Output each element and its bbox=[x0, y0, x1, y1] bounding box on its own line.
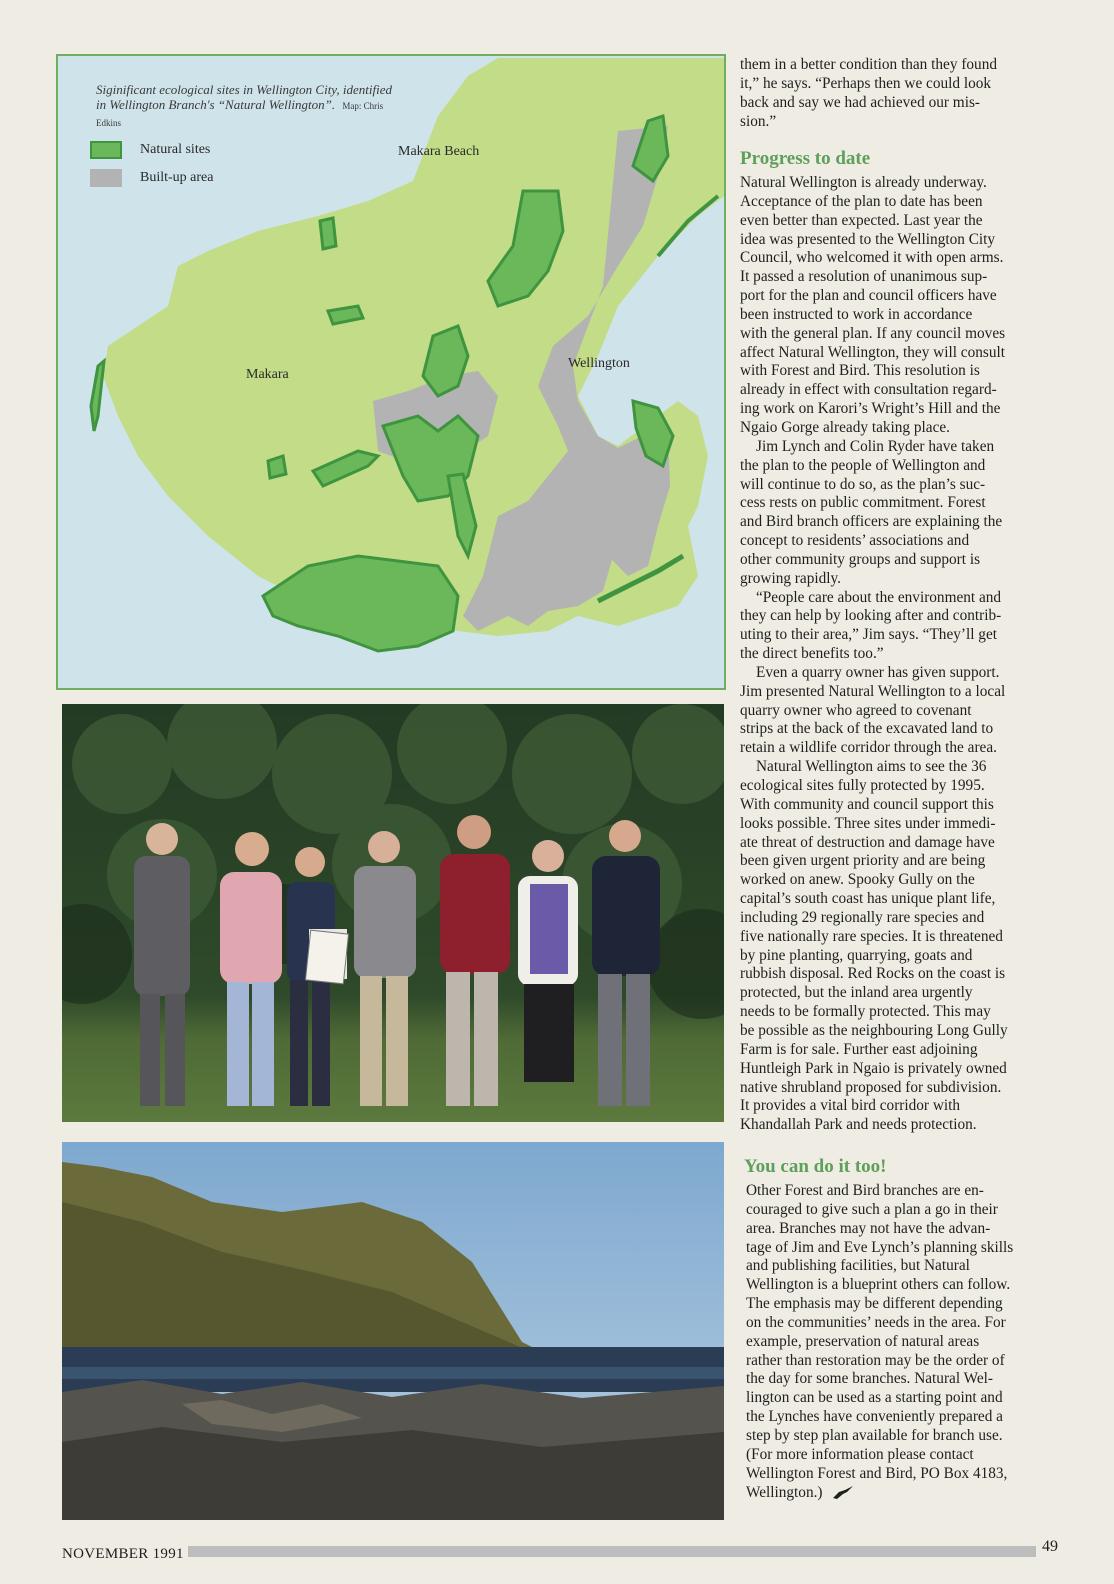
natural-swatch bbox=[90, 141, 122, 159]
text-line: example, preservation of natural areas bbox=[746, 1332, 980, 1350]
footer-date: NOVEMBER 1991 bbox=[62, 1546, 184, 1562]
text-line: even better than expected. Last year the bbox=[740, 211, 983, 229]
text-line: capital’s south coast has unique plant life, bbox=[740, 890, 996, 908]
text-line: port for the plan and council officers have bbox=[740, 287, 997, 305]
text-line: by pine planting, quarrying, goats and bbox=[740, 946, 973, 964]
group-photo bbox=[62, 704, 724, 1122]
text-line: strips at the back of the excavated land to bbox=[740, 720, 994, 738]
text-line: Wellington.) bbox=[746, 1483, 823, 1501]
ecological-sites-map bbox=[56, 54, 726, 690]
text-line: already in effect with consultation regard- bbox=[740, 381, 997, 399]
text-line: the plan to the people of Wellington and bbox=[740, 456, 986, 474]
place-wellington: Wellington bbox=[568, 356, 630, 371]
text-line: “People care about the environment and bbox=[756, 588, 1002, 606]
text-line: area. Branches may not have the advan- bbox=[746, 1219, 991, 1237]
text-line: uting to their area,” Jim says. “They’ll get bbox=[740, 626, 997, 644]
text-line: cess rests on public commitment. Forest bbox=[740, 494, 986, 512]
text-line: and Bird branch officers are explaining the bbox=[740, 513, 1003, 531]
progress-para-2 bbox=[740, 438, 1070, 589]
legend-built bbox=[90, 166, 213, 190]
text-line: on the communities’ needs in the area. For bbox=[746, 1313, 1006, 1331]
text-line: It passed a resolution of unanimous sup- bbox=[740, 268, 988, 286]
page-number: 49 bbox=[1042, 1538, 1058, 1555]
text-line: Farm is for sale. Further east adjoining bbox=[740, 1040, 978, 1058]
text-line: been instructed to work in accordance bbox=[740, 305, 973, 323]
text-line: Natural Wellington aims to see the 36 bbox=[756, 758, 987, 776]
legend-natural-label: Natural sites bbox=[140, 142, 211, 157]
footer-rule bbox=[188, 1546, 1036, 1557]
text-line: (For more information please contact bbox=[746, 1445, 974, 1463]
text-line: tage of Jim and Eve Lynch’s planning skills bbox=[746, 1238, 1014, 1256]
text-line: rubbish disposal. Red Rocks on the coast is bbox=[740, 965, 1006, 983]
text-line: Even a quarry owner has given support. bbox=[756, 663, 1000, 681]
text-line: lington can be used as a starting point and bbox=[746, 1389, 1003, 1407]
doit-body bbox=[746, 1182, 1076, 1502]
certificate bbox=[305, 930, 348, 984]
text-line: worked on anew. Spooky Gully on the bbox=[740, 871, 975, 889]
text-line: Huntleigh Park in Ngaio is privately owned bbox=[740, 1059, 1007, 1077]
text-line: quarry owner who agreed to covenant bbox=[740, 701, 972, 719]
text-line: Natural Wellington is already underway. bbox=[740, 174, 987, 191]
text-line: been given urgent priority and are being bbox=[740, 852, 986, 870]
built-swatch bbox=[90, 169, 122, 187]
text-line: step by step plan available for branch use. bbox=[746, 1426, 1003, 1444]
text-line: protected, but the inland area urgently bbox=[740, 984, 973, 1002]
natural-site-small2 bbox=[268, 456, 286, 478]
text-line: couraged to give such a plan a go in their bbox=[746, 1200, 998, 1218]
intro-line: them in a better condition than they found bbox=[740, 56, 998, 73]
intro-line: it,” he says. “Perhaps then we could look bbox=[740, 74, 992, 92]
text-line: concept to residents’ associations and bbox=[740, 532, 970, 550]
text-line: ate threat of destruction and damage have bbox=[740, 833, 995, 851]
text-line: with the general plan. If any council moves bbox=[740, 324, 1006, 342]
intro-line: sion.” bbox=[740, 112, 777, 130]
coast-photo bbox=[62, 1142, 724, 1520]
place-makara: Makara bbox=[246, 367, 289, 382]
coast-photo-graphic bbox=[62, 1142, 724, 1520]
text-line: Wellington Forest and Bird, PO Box 4183, bbox=[746, 1464, 1008, 1482]
text-line: affect Natural Wellington, they will consult bbox=[740, 343, 1005, 361]
col1-intro bbox=[740, 56, 1070, 131]
place-makara-beach: Makara Beach bbox=[398, 144, 480, 159]
text-line: looks possible. Three sites under immedi- bbox=[740, 814, 996, 832]
intro-line: back and say we had achieved our mis- bbox=[740, 93, 980, 111]
text-line: idea was presented to the Wellington City bbox=[740, 230, 996, 248]
text-line: growing rapidly. bbox=[740, 569, 841, 587]
map-caption bbox=[96, 82, 396, 131]
map-credit: Map: Chris Edkins bbox=[96, 101, 384, 128]
text-line: Ngaio Gorge already taking place. bbox=[740, 418, 950, 436]
text-line: with Forest and Bird. This resolution is bbox=[740, 362, 980, 380]
text-line: the direct benefits too.” bbox=[740, 645, 884, 663]
text-line: ing work on Karori’s Wright’s Hill and the bbox=[740, 400, 1001, 418]
natural-site-small1 bbox=[320, 218, 336, 249]
progress-para-4 bbox=[740, 664, 1070, 758]
progress-para-1 bbox=[740, 174, 1070, 438]
text-line: be possible as the neighbouring Long Gully bbox=[740, 1021, 1008, 1039]
text-line: they can help by looking after and contrib- bbox=[740, 607, 1002, 625]
text-line: including 29 regionally rare species and bbox=[740, 908, 985, 926]
text-line: Council, who welcomed it with open arms. bbox=[740, 249, 1004, 267]
progress-para-3 bbox=[740, 589, 1070, 664]
text-line: Jim presented Natural Wellington to a local bbox=[740, 682, 1006, 700]
progress-body bbox=[740, 174, 1070, 1135]
bird-icon bbox=[831, 1484, 855, 1502]
map-legend bbox=[90, 138, 213, 194]
text-line: native shrubland proposed for subdivision. bbox=[740, 1078, 1002, 1096]
text-line: Jim Lynch and Colin Ryder have taken bbox=[756, 437, 995, 455]
progress-para-5 bbox=[740, 758, 1070, 1135]
text-line: the day for some branches. Natural Wel- bbox=[746, 1370, 993, 1388]
group-photo-graphic bbox=[62, 704, 724, 1122]
text-line: ecological sites fully protected by 1995. bbox=[740, 777, 985, 794]
text-line: retain a wildlife corridor through the area. bbox=[740, 739, 997, 757]
text-line: needs to be formally protected. This may bbox=[740, 1003, 991, 1021]
text-line: five nationally rare species. It is threatened bbox=[740, 927, 1003, 945]
text-line: the Lynches have conveniently prepared a bbox=[746, 1408, 1003, 1426]
text-line: Wellington is a blueprint others can follow. bbox=[746, 1276, 1011, 1294]
text-line: Other Forest and Bird branches are en- bbox=[746, 1182, 984, 1199]
progress-heading: Progress to date bbox=[740, 148, 871, 169]
text-line: Khandallah Park and needs protection. bbox=[740, 1116, 977, 1134]
text-line: other community groups and support is bbox=[740, 550, 981, 568]
text-line: Acceptance of the plan to date has been bbox=[740, 192, 983, 210]
text-line: and publishing facilities, but Natural bbox=[746, 1257, 970, 1275]
natural-site-west-coast bbox=[91, 361, 104, 431]
text-line: The emphasis may be different depending bbox=[746, 1295, 1003, 1313]
last-line bbox=[746, 1484, 1076, 1503]
legend-natural bbox=[90, 138, 213, 162]
text-line: rather than restoration may be the order of bbox=[746, 1351, 1005, 1369]
text-line: With community and council support this bbox=[740, 795, 994, 813]
text-line: will continue to do so, as the plan’s suc- bbox=[740, 475, 986, 493]
doit-heading: You can do it too! bbox=[744, 1156, 887, 1177]
map-caption-text: Siginificant ecological sites in Wellington City, identified in Wellington Branch's “Natural Wellington”. bbox=[96, 82, 392, 112]
legend-built-label: Built-up area bbox=[140, 170, 214, 185]
text-line: It provides a vital bird corridor with bbox=[740, 1097, 961, 1115]
